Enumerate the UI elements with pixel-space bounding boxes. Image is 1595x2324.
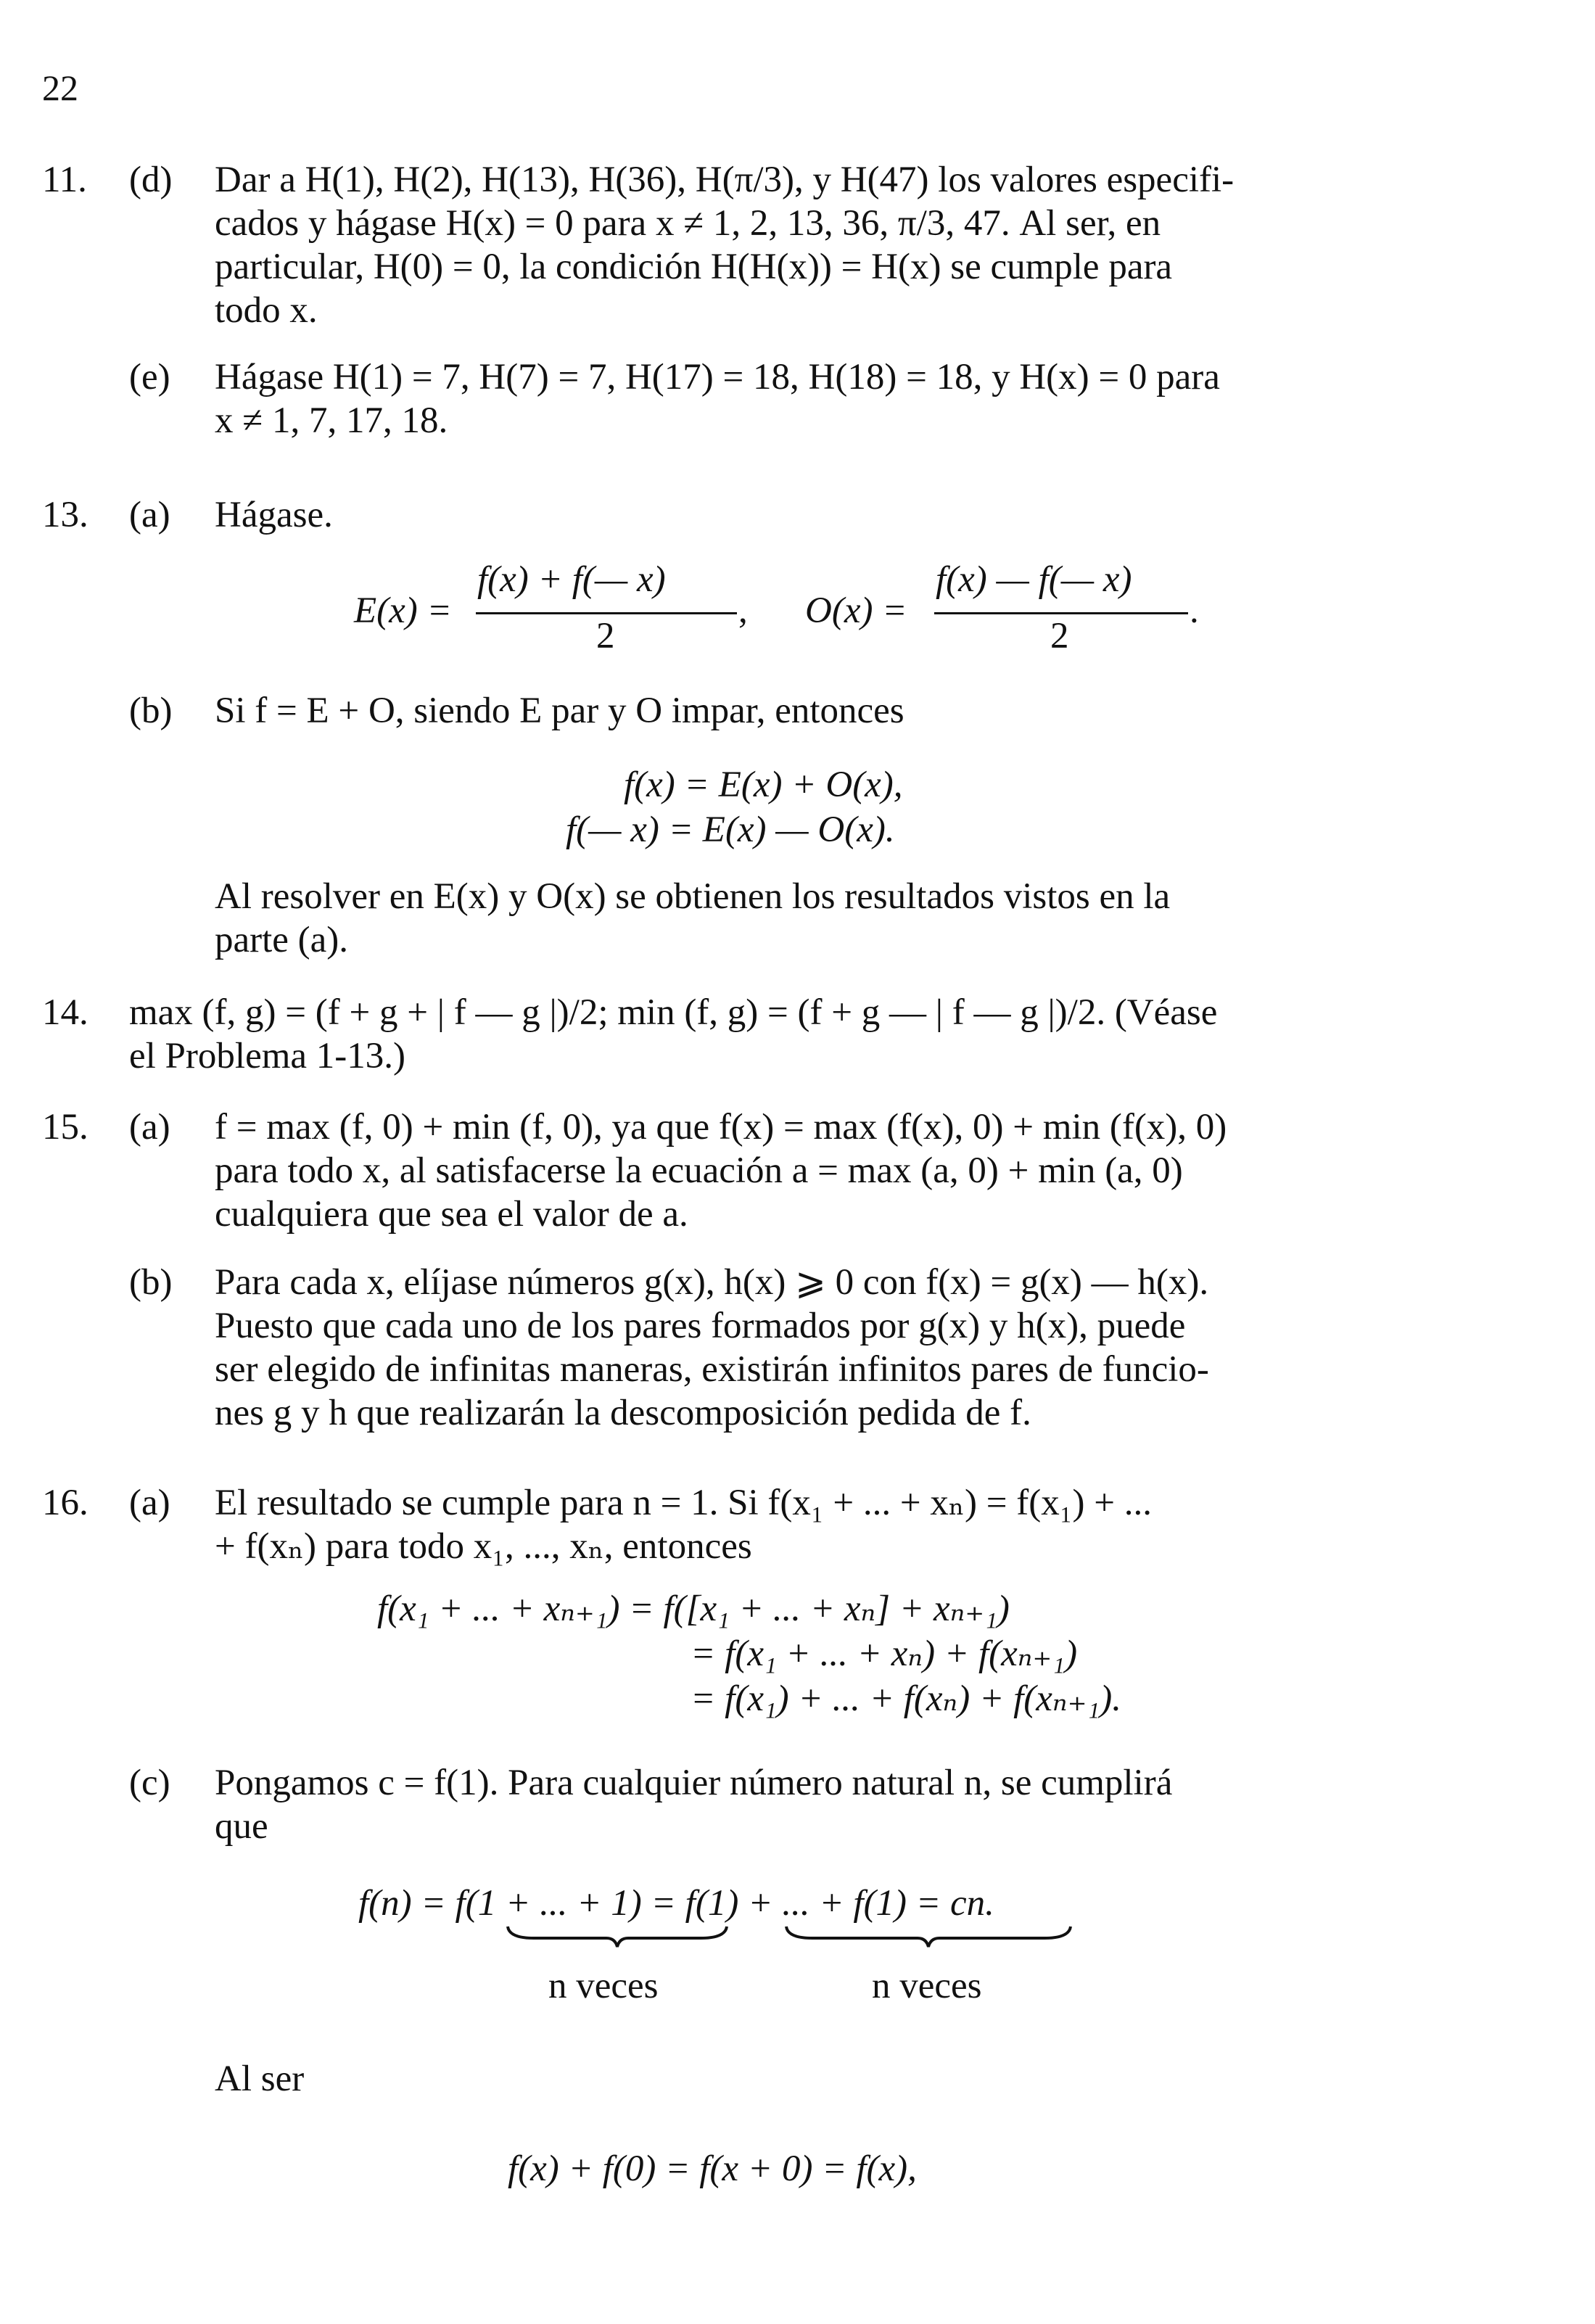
- al-ser: Al ser: [215, 2059, 305, 2099]
- part-label-11d: (d): [129, 160, 173, 200]
- p14-line-2: el Problema 1-13.): [129, 1036, 405, 1076]
- part-label-16a: (a): [129, 1483, 170, 1523]
- p15b-line-3: ser elegido de infinitas maneras, existirán infinitos pares de funcio-: [215, 1349, 1209, 1390]
- O-denominator: 2: [1050, 616, 1069, 656]
- p13b-line-1: Al resolver en E(x) y O(x) se obtienen los resultados vistos en la: [215, 876, 1171, 917]
- p13b-eq2: f(— x) = E(x) — O(x).: [566, 809, 895, 850]
- p13b-text: Si f = E + O, siendo E par y O impar, entonces: [215, 691, 904, 731]
- problem-number-15: 15.: [42, 1107, 88, 1147]
- p16a-line-1: El resultado se cumple para n = 1. Si f(x₁ + ... + xₙ) = f(x₁) + ...: [215, 1483, 1152, 1523]
- p16c-eq: f(n) = f(1 + ... + 1) = f(1) + ... + f(1) = cn.: [358, 1883, 994, 1924]
- part-label-13b: (b): [129, 691, 173, 731]
- p15b-line-4: nes g y h que realizarán la descomposición pedida de f.: [215, 1393, 1031, 1433]
- problem-number-13: 13.: [42, 495, 88, 535]
- E-denominator: 2: [596, 616, 615, 656]
- p15b-line-2: Puesto que cada uno de los pares formados por g(x) y h(x), puede: [215, 1306, 1186, 1346]
- p15a-line-3: cualquiera que sea el valor de a.: [215, 1194, 688, 1235]
- E-lhs: E(x) =: [354, 590, 452, 631]
- problem-number-11: 11.: [42, 160, 87, 200]
- p11d-line-1: Dar a H(1), H(2), H(13), H(36), H(π/3), y H(47) los valores especifi-: [215, 160, 1235, 200]
- underbrace-1: [505, 1922, 730, 1951]
- part-label-16c: (c): [129, 1763, 170, 1803]
- p11d-line-4: todo x.: [215, 290, 318, 331]
- p13b-line-2: parte (a).: [215, 920, 349, 960]
- p11e-line-2: x ≠ 1, 7, 17, 18.: [215, 400, 448, 441]
- p16c-eq-last: f(x) + f(0) = f(x + 0) = f(x),: [508, 2148, 917, 2189]
- part-label-13a: (a): [129, 495, 170, 535]
- underbrace-2: [783, 1922, 1073, 1951]
- O-fraction-bar: [934, 612, 1188, 614]
- p11d-line-2: cados y hágase H(x) = 0 para x ≠ 1, 2, 13, 36, π/3, 47. Al ser, en: [215, 203, 1161, 244]
- page-number: 22: [42, 67, 78, 108]
- brace-label-1: n veces: [548, 1966, 659, 2006]
- p16a-eq-3: = f(x₁) + ... + f(xₙ) + f(xₙ₊₁).: [691, 1678, 1121, 1719]
- O-tail: .: [1190, 590, 1199, 631]
- p16a-eq-1: f(x₁ + ... + xₙ₊₁) = f([x₁ + ... + xₙ] + xₙ₊₁): [377, 1589, 1010, 1629]
- p14-line-1: max (f, g) = (f + g + | f — g |)/2; min (f, g) = (f + g — | f — g |)/2. (Véase: [129, 992, 1218, 1033]
- part-label-11e: (e): [129, 357, 170, 397]
- E-fraction-bar: [476, 612, 737, 614]
- p11d-line-3: particular, H(0) = 0, la condición H(H(x)) = H(x) se cumple para: [215, 247, 1173, 287]
- problem-number-14: 14.: [42, 992, 88, 1033]
- p16c-line-1: Pongamos c = f(1). Para cualquier número natural n, se cumplirá: [215, 1763, 1173, 1803]
- O-lhs: O(x) =: [805, 590, 907, 631]
- problem-number-16: 16.: [42, 1483, 88, 1523]
- brace-label-2: n veces: [872, 1966, 982, 2006]
- p15b-line-1: Para cada x, elíjase números g(x), h(x) ⩾ 0 con f(x) = g(x) — h(x).: [215, 1262, 1209, 1303]
- p16a-line-2: + f(xₙ) para todo x₁, ..., xₙ, entonces: [215, 1526, 752, 1567]
- p13b-eq1: f(x) = E(x) + O(x),: [624, 765, 903, 805]
- p16a-eq-2: = f(x₁ + ... + xₙ) + f(xₙ₊₁): [691, 1633, 1078, 1674]
- p13a-text: Hágase.: [215, 495, 333, 535]
- O-numerator: f(x) — f(— x): [936, 559, 1132, 600]
- E-numerator: f(x) + f(— x): [477, 559, 666, 600]
- E-tail: ,: [738, 590, 748, 631]
- part-label-15b: (b): [129, 1262, 173, 1303]
- p15a-line-2: para todo x, al satisfacerse la ecuación a = max (a, 0) + min (a, 0): [215, 1150, 1183, 1191]
- part-label-15a: (a): [129, 1107, 170, 1147]
- p16c-line-2: que: [215, 1806, 268, 1847]
- p15a-line-1: f = max (f, 0) + min (f, 0), ya que f(x) = max (f(x), 0) + min (f(x), 0): [215, 1107, 1227, 1147]
- p11e-line-1: Hágase H(1) = 7, H(7) = 7, H(17) = 18, H(18) = 18, y H(x) = 0 para: [215, 357, 1220, 397]
